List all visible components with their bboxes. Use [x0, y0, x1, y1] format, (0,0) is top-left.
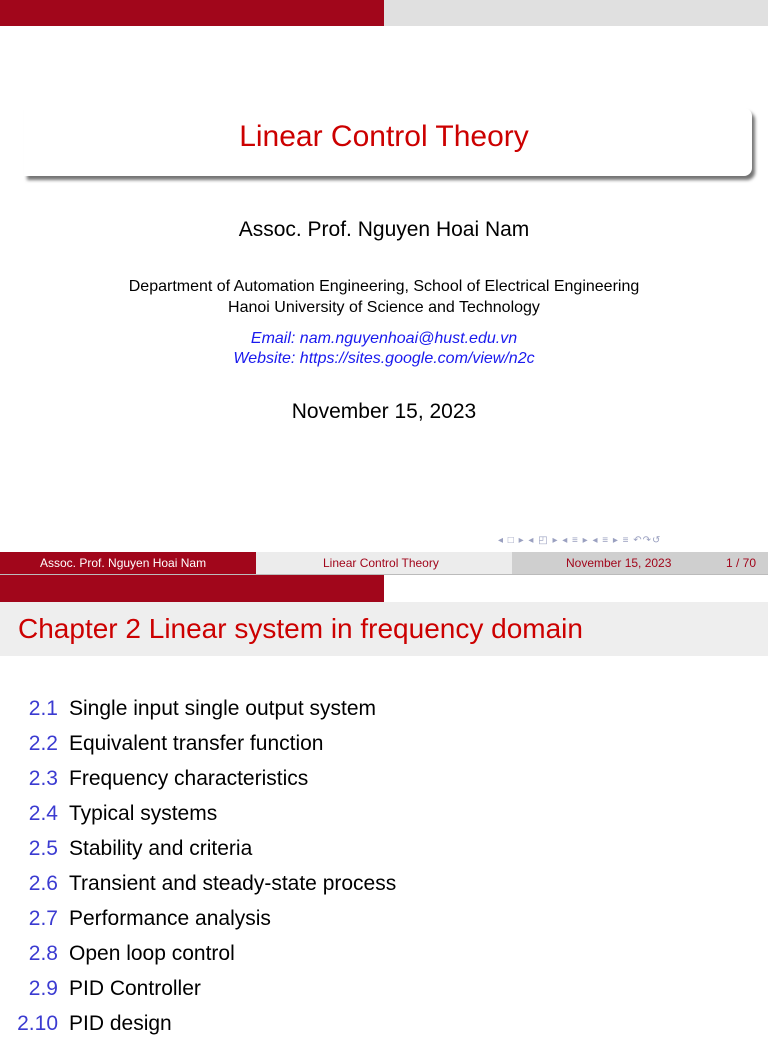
toc-item-number: 2.9	[28, 977, 58, 1000]
footer-title-section	[256, 552, 512, 574]
toc-item-number: 2.10	[17, 1012, 58, 1035]
footer-date: November 15, 2023	[566, 556, 672, 570]
department-line: Department of Automation Engineering, School of Electrical Engineering	[128, 278, 640, 295]
top-bar-red	[0, 575, 384, 602]
toc-item[interactable]	[0, 872, 768, 907]
presentation-date: November 15, 2023	[291, 400, 477, 423]
toc-item[interactable]	[0, 837, 768, 872]
beamer-navigation-icons[interactable]: ◂ □ ▸ ◂ ◰ ▸ ◂ ≡ ▸ ◂ ≡ ▸ ≡ ↶↷↺	[498, 535, 662, 546]
toc-item[interactable]	[0, 697, 768, 732]
toc-item-label: PID design	[69, 1012, 172, 1035]
footer-author-section	[0, 552, 256, 574]
footer-page-number: 1 / 70	[726, 556, 757, 570]
toc-item-label: Open loop control	[69, 942, 235, 965]
slide-footer	[0, 552, 768, 574]
toc-item[interactable]	[0, 907, 768, 942]
toc-item-label: Typical systems	[69, 802, 218, 825]
toc-item-number: 2.2	[28, 732, 58, 755]
toc-item[interactable]	[0, 767, 768, 802]
toc-item-number: 2.6	[28, 872, 58, 895]
toc-item-label: Frequency characteristics	[69, 767, 309, 790]
chapter-title: Chapter 2 Linear system in frequency domain	[18, 613, 583, 644]
toc-item-label: Stability and criteria	[69, 837, 253, 860]
toc-item-label: Single input single output system	[69, 697, 377, 720]
toc-item-number: 2.8	[28, 942, 58, 965]
toc-slide	[0, 575, 768, 1035]
top-bar-red	[0, 0, 384, 26]
toc-item-label: Performance analysis	[69, 907, 271, 930]
toc-item[interactable]	[0, 977, 768, 1012]
footer-author: Assoc. Prof. Nguyen Hoai Nam	[40, 556, 207, 570]
toc-item-label: Equivalent transfer function	[69, 732, 324, 755]
university-line: Hanoi University of Science and Technology	[228, 299, 540, 316]
toc-item[interactable]	[0, 732, 768, 767]
toc-item-number: 2.5	[28, 837, 58, 860]
footer-date-section	[512, 552, 768, 574]
website-link[interactable]: Website: https://sites.google.com/view/n2c	[233, 350, 535, 367]
contact-block	[0, 329, 768, 369]
email-link[interactable]: Email: nam.nguyenhoai@hust.edu.vn	[250, 330, 518, 347]
top-bar-white	[384, 575, 768, 602]
top-bar-gray	[384, 0, 768, 26]
toc-item[interactable]	[0, 1012, 768, 1047]
toc-item[interactable]	[0, 942, 768, 977]
toc-item-number: 2.1	[28, 697, 58, 720]
toc-item-number: 2.4	[28, 802, 58, 825]
author-name: Assoc. Prof. Nguyen Hoai Nam	[238, 218, 530, 241]
institution	[0, 276, 768, 318]
toc-item[interactable]	[0, 802, 768, 837]
toc-item-number: 2.3	[28, 767, 58, 790]
toc-item-label: PID Controller	[69, 977, 201, 1000]
slide-title: Linear Control Theory	[239, 120, 529, 153]
toc-item-number: 2.7	[28, 907, 58, 930]
toc-item-label: Transient and steady-state process	[69, 872, 397, 895]
footer-title: Linear Control Theory	[323, 556, 439, 570]
